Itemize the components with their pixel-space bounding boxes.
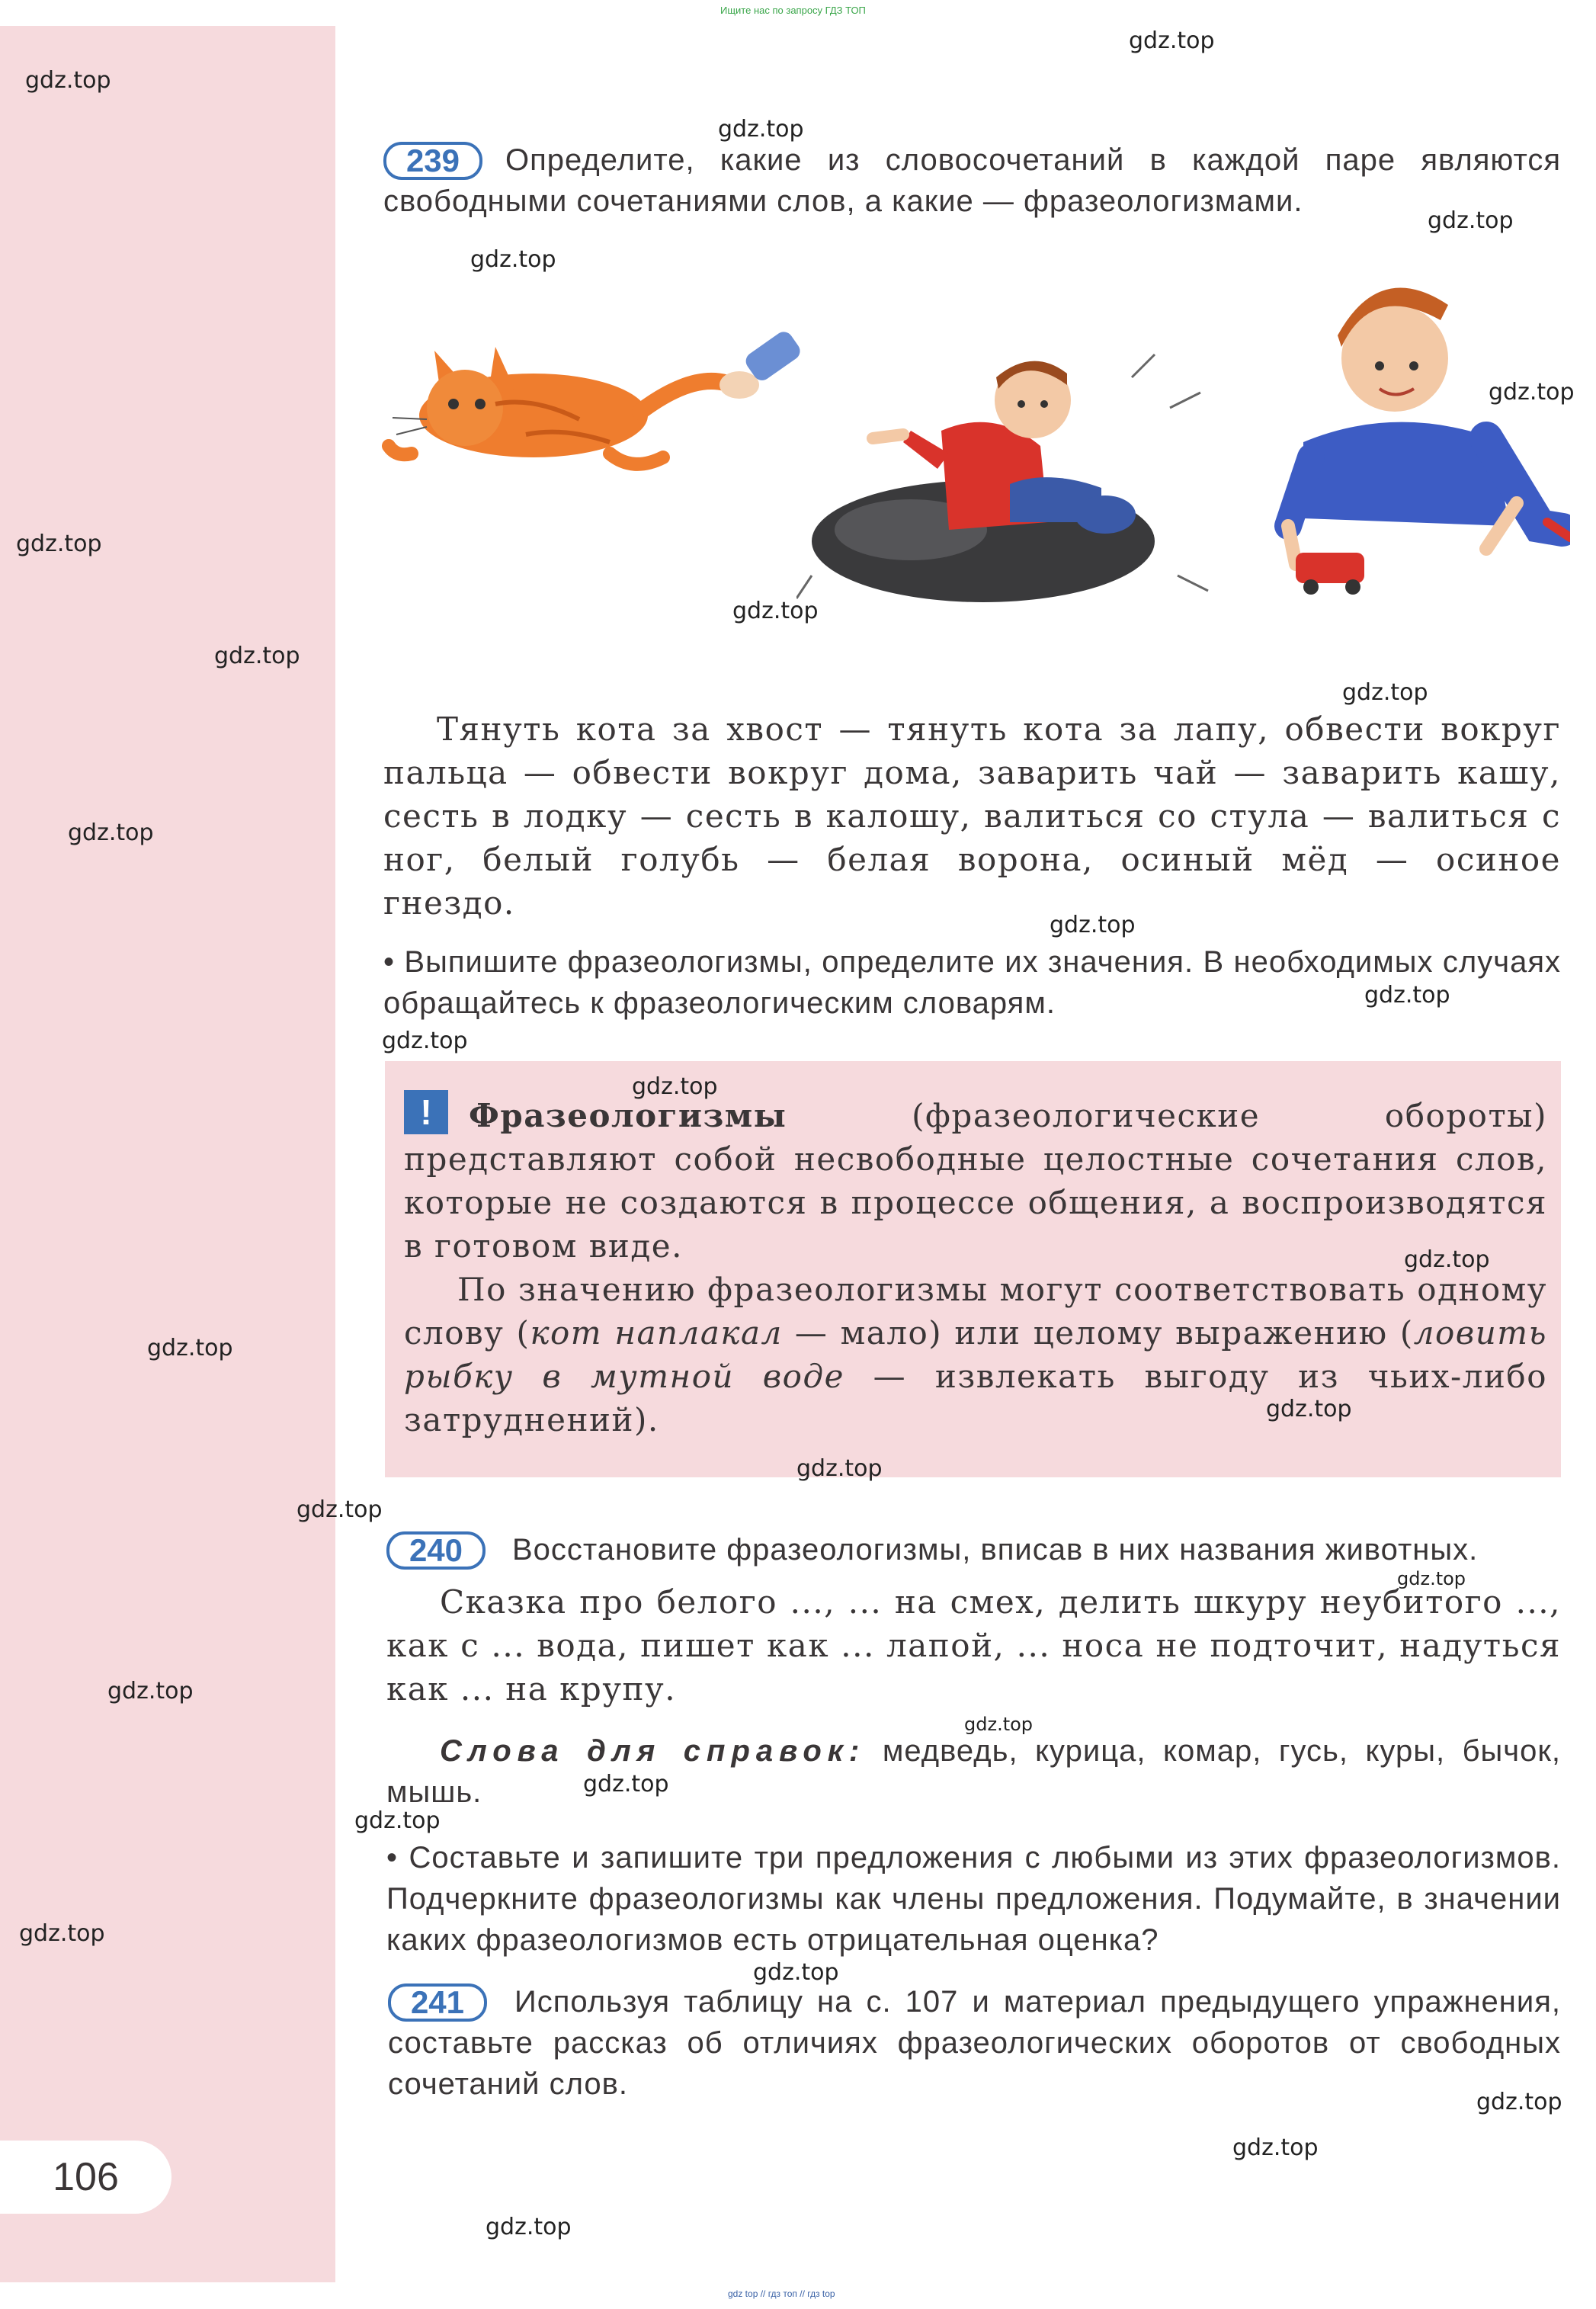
- watermark: gdz.top: [632, 1073, 718, 1100]
- watermark: gdz.top: [1266, 1396, 1352, 1422]
- exercise-240-number: 240: [386, 1531, 486, 1570]
- exercise-239-bullet-text: Выпишите фразеологизмы, определите их значения. В необходимых случаях обращайтесь к фразеологическим словарям.: [383, 945, 1561, 1020]
- watermark: gdz.top: [1428, 207, 1514, 234]
- watermark: gdz.top: [753, 1959, 839, 1986]
- top-banner[interactable]: Ищите нас по запросу ГДЗ ТОП: [720, 5, 866, 16]
- watermark: gdz.top: [1050, 912, 1136, 938]
- rule-example-2: ловить рыбку в мутной воде: [404, 1314, 1547, 1395]
- rule-p2-c: — извлекать выгоду из чьих-либо затруднений).: [404, 1358, 1547, 1438]
- rule-p2-a: По значению фразеологизмы могут соответствовать одному слову (: [404, 1271, 1547, 1352]
- reference-words: медведь, курица, комар, гусь, куры, бычок, мышь.: [386, 1734, 1561, 1809]
- page-number: 106: [0, 2141, 171, 2214]
- watermark: gdz.top: [25, 67, 111, 94]
- watermark: gdz.top: [1364, 982, 1450, 1009]
- rule-paragraph-2: [404, 1268, 1547, 1442]
- watermark: gdz.top: [796, 1455, 883, 1482]
- watermark: gdz.top: [1404, 1246, 1490, 1273]
- watermark: gdz.top: [583, 1771, 669, 1797]
- watermark-small: gdz.top: [1397, 1568, 1466, 1589]
- toy-car-boy-illustration: [1258, 274, 1570, 610]
- rule-term: Фразеологизмы: [469, 1097, 787, 1134]
- watermark: gdz.top: [1232, 2134, 1319, 2161]
- rule-example-1: кот наплакал: [530, 1314, 783, 1352]
- watermark: gdz.top: [1476, 2089, 1562, 2115]
- exercise-239-bullet: • Выпишите фразеологизмы, определите их значения. В необходимых случаях обращайтесь к фразеологическим словарям.: [383, 945, 1561, 1020]
- watermark: gdz.top: [470, 246, 556, 273]
- bottom-banner[interactable]: gdz top // гдз топ // гдз top: [728, 2288, 835, 2299]
- exclamation-icon: !: [404, 1090, 448, 1134]
- exercise-239-text: Тянуть кота за хвост — тянуть кота за лапу, обвести вокруг пальца — обвести вокруг дома, заварить чай — заварить кашу, сесть в лодку — сесть в калошу, валиться со стула — валиться с ног, белый голубь — белая ворона, осиный мёд — осиное гнездо.: [383, 710, 1561, 922]
- reference-label: Слова для справок:: [440, 1734, 866, 1768]
- watermark: gdz.top: [1129, 27, 1215, 54]
- exercise-239-task: Определите, какие из словосочетаний в каждой паре являются свободными сочетаниями слов, а какие — фразеологизмами.: [383, 143, 1561, 218]
- watermark: gdz.top: [147, 1335, 233, 1361]
- watermark: gdz.top: [732, 598, 819, 624]
- watermark: gdz.top: [382, 1028, 468, 1054]
- exercise-240-reference: [386, 1730, 1561, 1813]
- watermark-small: gdz.top: [964, 1714, 1034, 1735]
- watermark: gdz.top: [1489, 379, 1575, 406]
- exercise-240-task: Восстановите фразеологизмы, вписав в них названия животных.: [512, 1533, 1479, 1567]
- galosh-boy-illustration: [796, 347, 1223, 652]
- watermark: gdz.top: [1342, 679, 1428, 706]
- exercise-241-number: 241: [388, 1983, 487, 2022]
- rule-p1-rest: (фразеологические обороты) представляют собой несвободные целостные сочетания слов, которые не создаются в процессе общения, а воспроизводятся в готовом виде.: [404, 1097, 1547, 1265]
- watermark: gdz.top: [486, 2214, 572, 2240]
- exercise-240-text: Сказка про белого ..., ... на смех, делить шкуру неубитого ..., как с ... вода, пишет как ... лапой, ... носа не подточит, надуться как ... на крупу.: [386, 1583, 1561, 1708]
- watermark: gdz.top: [214, 643, 300, 669]
- watermark: gdz.top: [16, 531, 102, 557]
- cat-illustration: [381, 320, 808, 480]
- exercise-239-number: 239: [383, 142, 482, 180]
- watermark: gdz.top: [718, 116, 804, 143]
- exercise-240-bullet: • Составьте и запишите три предложения с любыми из этих фразеологизмов. Подчеркните фразеологизмы как члены предложения. Подумайте, в значении каких фразеологизмов есть отрицательная оценка?: [386, 1841, 1562, 1957]
- watermark: gdz.top: [107, 1678, 194, 1704]
- watermark: gdz.top: [68, 819, 154, 846]
- watermark: gdz.top: [19, 1920, 105, 1947]
- rule-p2-b: — мало) или целому выражению (: [782, 1314, 1414, 1352]
- rule-paragraph-1: [404, 1094, 1547, 1268]
- exercise-241-task: Используя таблицу на с. 107 и материал предыдущего упражнения, составьте рассказ об отличиях фразеологических оборотов от свободных сочетаний слов.: [388, 1985, 1561, 2101]
- watermark: gdz.top: [296, 1496, 383, 1523]
- watermark: gdz.top: [354, 1807, 441, 1834]
- exercise-240-bullet-text: Составьте и запишите три предложения с любыми из этих фразеологизмов. Подчеркните фразеологизмы как члены предложения. Подумайте, в значении каких фразеологизмов есть отрицательная оценка?: [386, 1841, 1562, 1957]
